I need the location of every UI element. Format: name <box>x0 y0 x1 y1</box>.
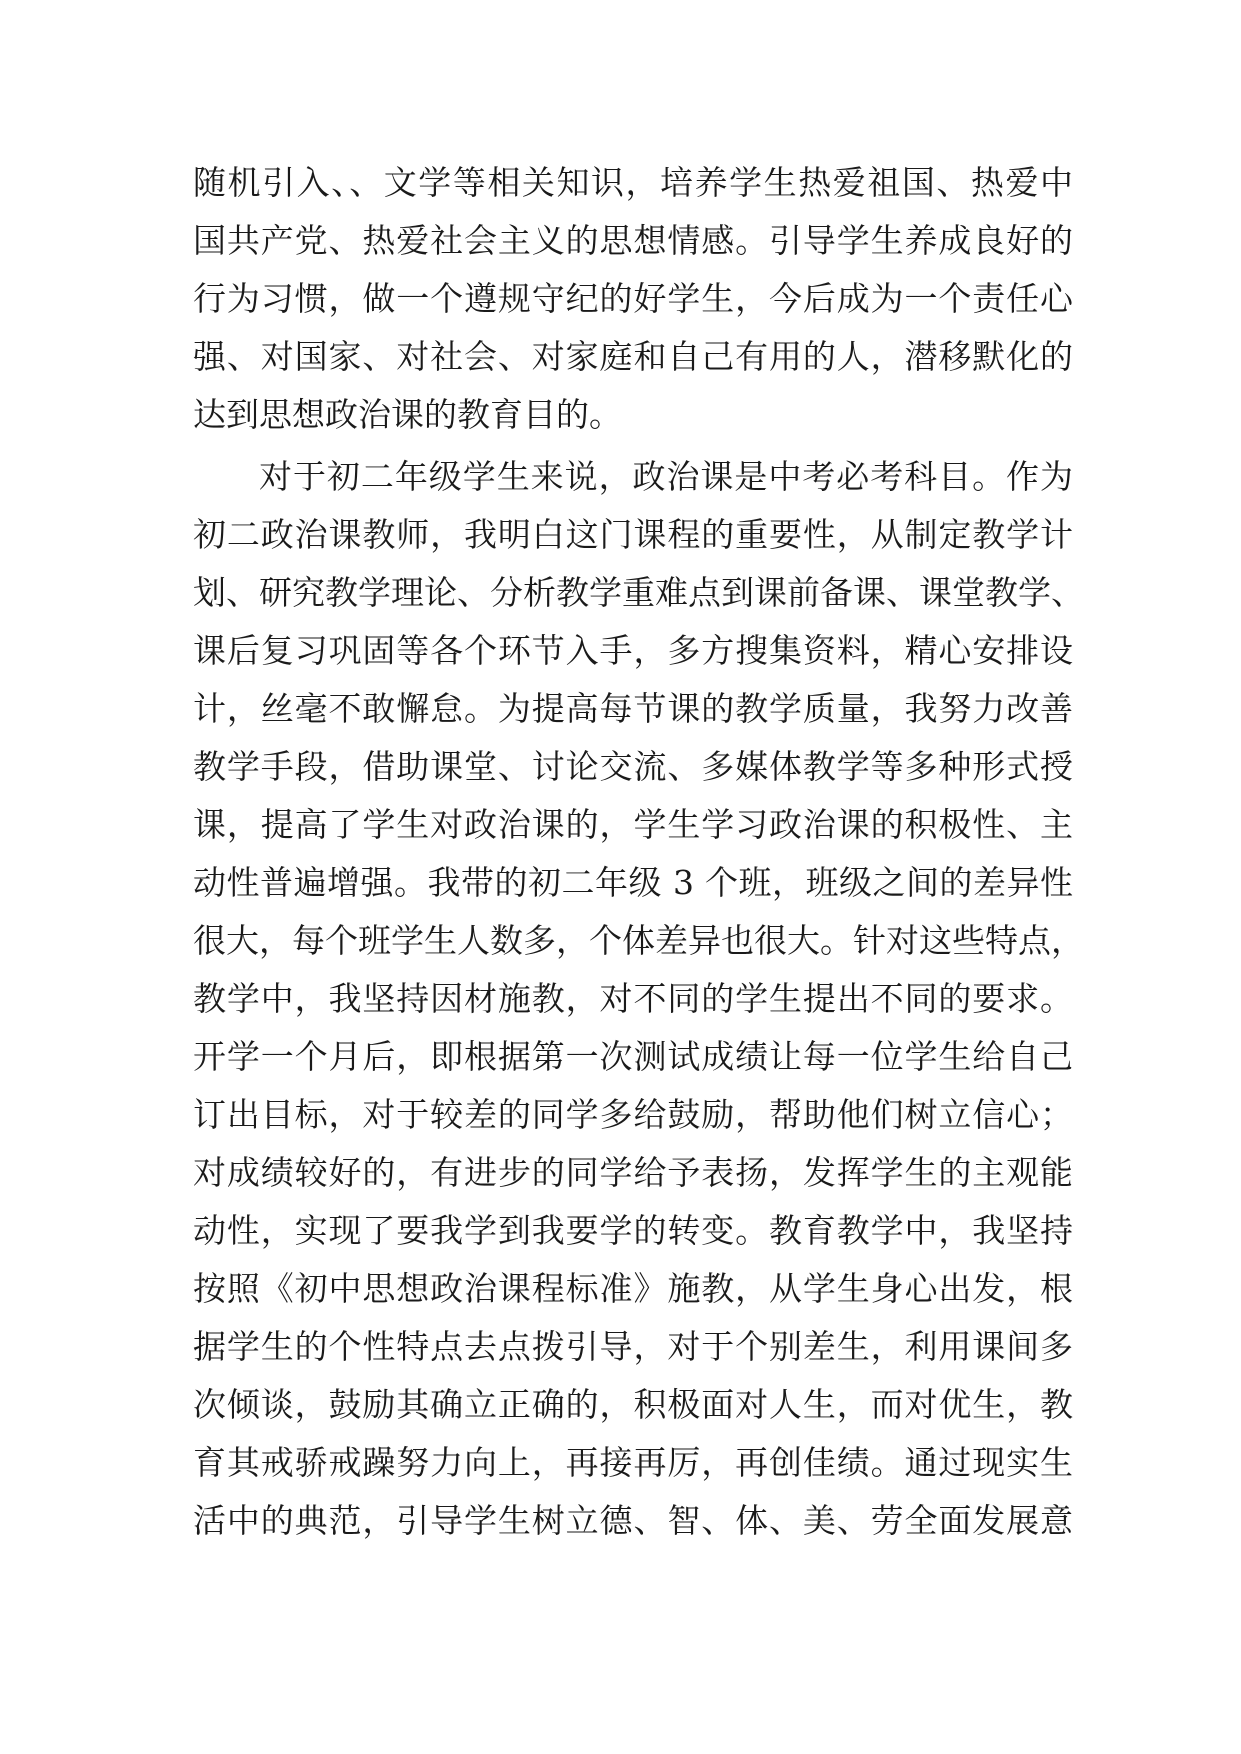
text-line: 课，提高了学生对政治课的，学生学习政治课的积极性、主 <box>193 805 1073 844</box>
text-line: 开学一个月后，即根据第一次测试成绩让每一位学生给自己 <box>193 1037 1073 1076</box>
paragraph-1 <box>193 154 1073 444</box>
text-line: 行为习惯，做一个遵规守纪的好学生，今后成为一个责任心 <box>193 279 1073 318</box>
text-line: 教学中，我坚持因材施教，对不同的学生提出不同的要求。 <box>193 979 1073 1018</box>
text-line: 据学生的个性特点去点拨引导，对于个别差生，利用课间多 <box>193 1327 1073 1366</box>
text-line: 教学手段，借助课堂、讨论交流、多媒体教学等多种形式授 <box>193 747 1073 786</box>
text-line: 订出目标，对于较差的同学多给鼓励，帮助他们树立信心； <box>193 1095 1073 1134</box>
text-line: 达到思想政治课的教育目的。 <box>193 395 622 434</box>
text-line: 课后复习巩固等各个环节入手，多方搜集资料，精心安排设 <box>193 631 1073 670</box>
paragraph-2 <box>193 448 1084 1550</box>
text-line: 国共产党、热爱社会主义的思想情感。引导学生养成良好的 <box>193 221 1073 260</box>
text-line: 育其戒骄戒躁努力向上，再接再厉，再创佳绩。通过现实生 <box>193 1443 1073 1482</box>
text-line: 动性普遍增强。我带的初二年级 3 个班，班级之间的差异性 <box>193 863 1073 902</box>
text-line: 随机引入、、文学等相关知识，培养学生热爱祖国、热爱中 <box>193 163 1073 202</box>
text-line: 按照《初中思想政治课程标准》施教，从学生身心出发，根 <box>193 1269 1073 1308</box>
text-line: 对于初二年级学生来说，政治课是中考必考科目。作为 <box>259 457 1073 496</box>
text-line: 初二政治课教师，我明白这门课程的重要性，从制定教学计 <box>193 515 1073 554</box>
body-text <box>193 154 1084 1550</box>
text-line: 动性，实现了要我学到我要学的转变。教育教学中，我坚持 <box>193 1211 1073 1250</box>
text-line: 计，丝毫不敢懈怠。为提高每节课的教学质量，我努力改善 <box>193 689 1073 728</box>
text-line: 对成绩较好的，有进步的同学给予表扬，发挥学生的主观能 <box>193 1153 1073 1192</box>
text-line: 次倾谈，鼓励其确立正确的，积极面对人生，而对优生，教 <box>193 1385 1073 1424</box>
text-line: 划、研究教学理论、分析教学重难点到课前备课、课堂教学、 <box>193 573 1084 612</box>
text-line: 活中的典范，引导学生树立德、智、体、美、劳全面发展意 <box>193 1501 1073 1540</box>
text-line: 强、对国家、对社会、对家庭和自己有用的人，潜移默化的 <box>193 337 1073 376</box>
text-line: 很大，每个班学生人数多，个体差异也很大。针对这些特点， <box>193 921 1084 960</box>
